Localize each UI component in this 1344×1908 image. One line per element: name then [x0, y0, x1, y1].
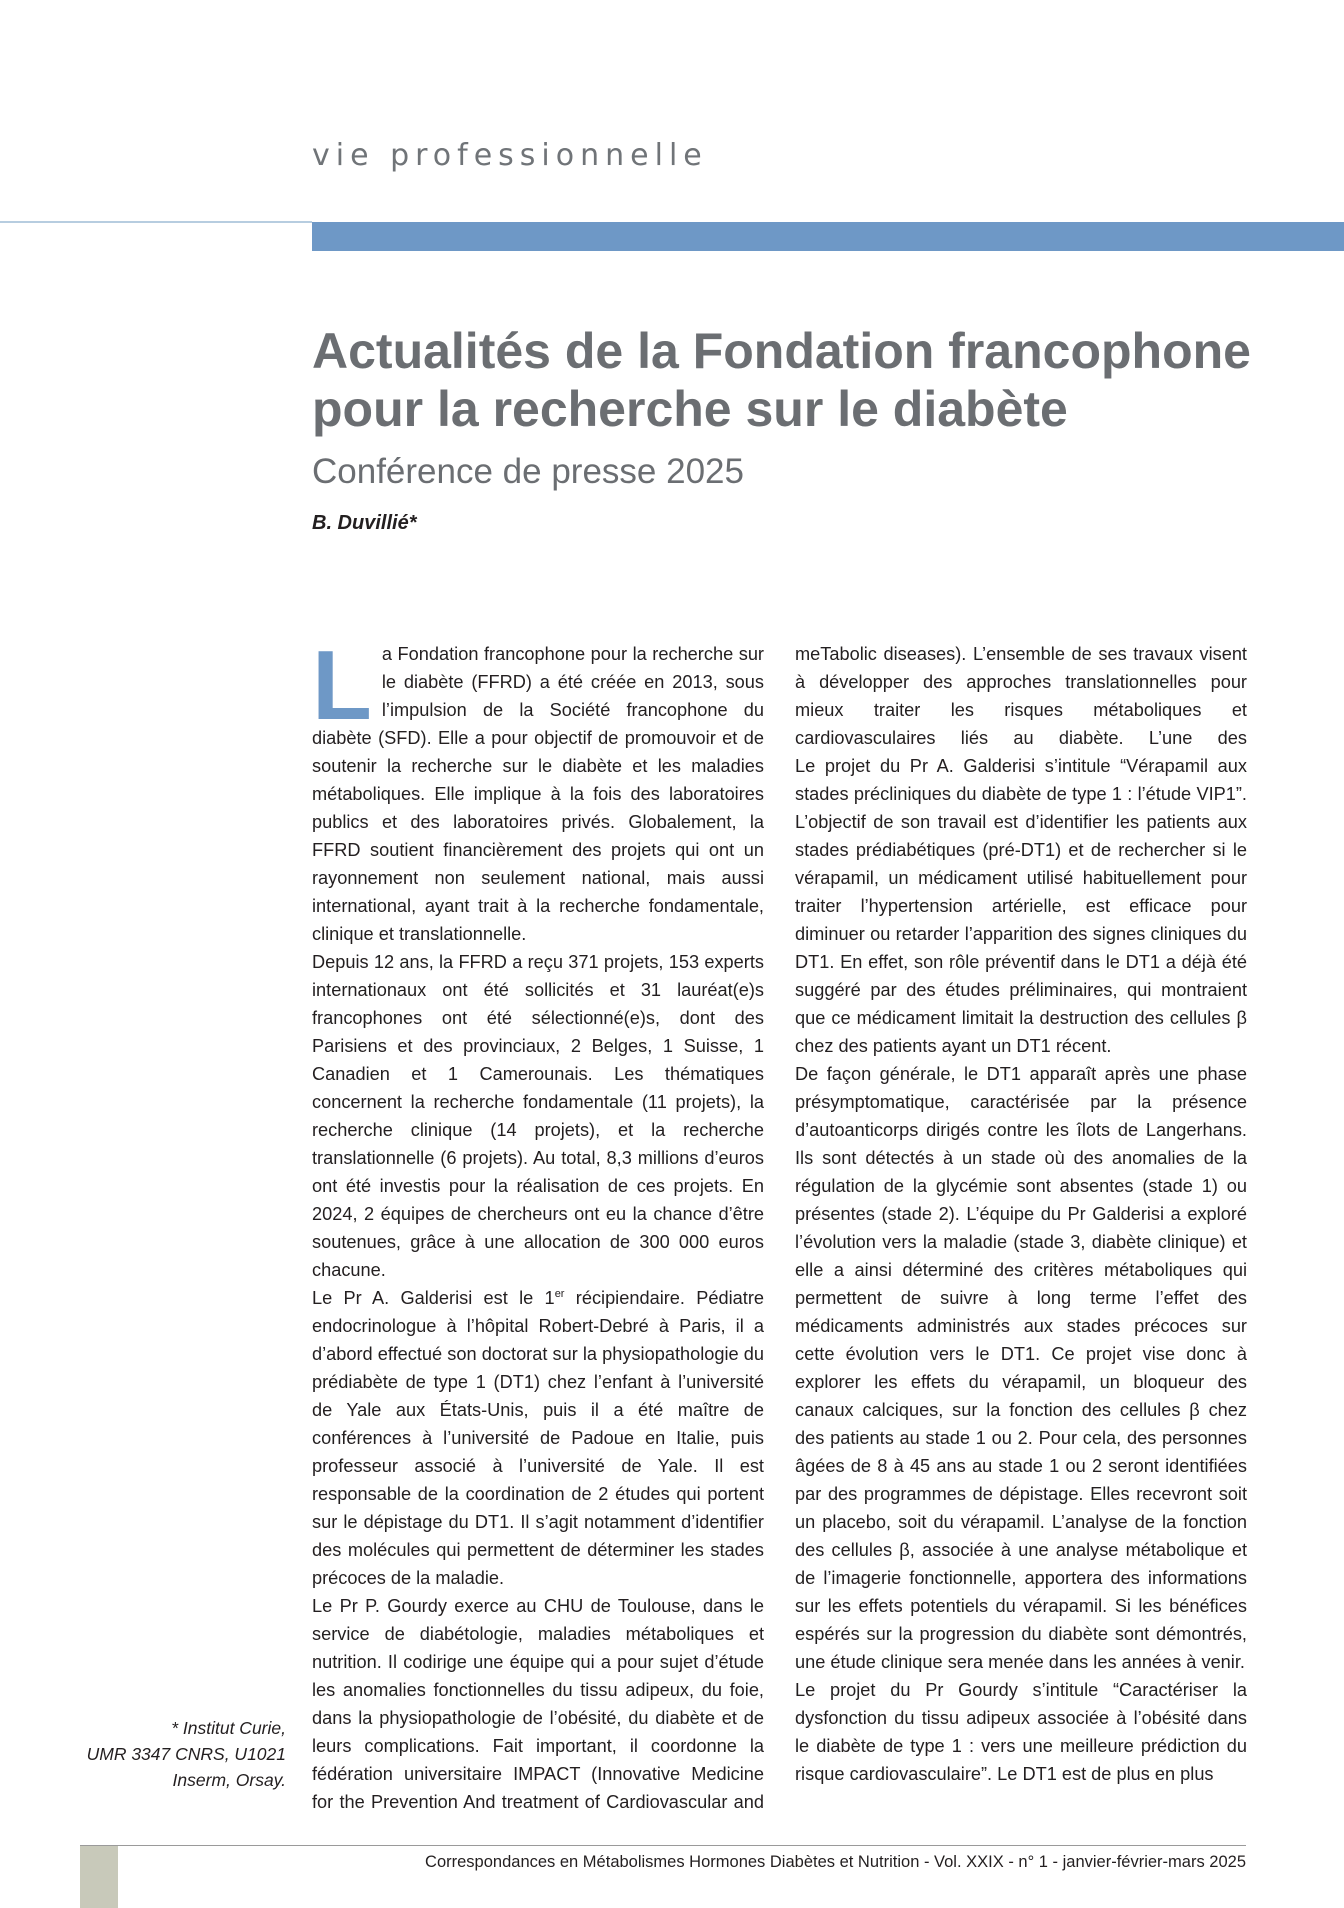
- body-paragraph: Le projet du Pr A. Galderisi s’intitule “Vérapamil aux stades précliniques du diabète de type 1 : l’étude VIP1”. L’objectif de son travail est d’identifier les patients aux stades prédiabétiques (pré-DT1) et de rechercher si le vérapamil, un médicament utilisé habituellement pour traiter l’hypertension artérielle, est efficace pour diminuer ou retarder l’apparition des signes cliniques du DT1. En effet, son rôle préventif dans le DT1 a déjà été suggéré par des études préliminaires, qui montraient que ce médicament limitait la destruction des cellules β chez des patients ayant un DT1 récent.: [795, 756, 1247, 1056]
- author-affiliation: [60, 1715, 286, 1793]
- footer-rule: [80, 1845, 1246, 1846]
- article-author: B. Duvillié*: [312, 512, 417, 534]
- body-paragraph: De façon générale, le DT1 apparaît après une phase présymptomatique, caractérisée par la présence d’autoanticorps dirigés contre les îlots de Langerhans. Ils sont détectés à un stade où des anomalies de la régulation de la glycémie sont absentes (stade 1) ou présentes (stade 2). L’équipe du Pr Galderisi a exploré l’évolution vers la maladie (stade 3, diabète clinique) et elle a ainsi déterminé des critères métaboliques qui permettent de suivre à long terme l’effet des médicaments administrés aux stades précoces sur cette évolution vers le DT1. Ce projet vise donc à explorer les effets du vérapamil, un bloqueur des canaux calciques, sur la fonction des cellules β chez des patients au stade 1 ou 2. Pour cela, des personnes âgées de 8 à 45 ans au stade 1 ou 2 seront identifiées par des programmes de dépistage. Elles recevront soit un placebo, soit du vérapamil. L’analyse de la fonction des cellules β, associée à une analyse métabolique et de l’imagerie fonctionnelle, apportera des informations sur les effets potentiels du vérapamil. Si les bénéfices espérés sur la progression du diabète sont démontrés, une étude clinique sera menée dans les années à venir.: [795, 1064, 1247, 1672]
- superscript: er: [554, 1287, 565, 1300]
- body-paragraph: [312, 630, 764, 948]
- body-paragraph: Le Pr P. Gourdy exerce au CHU de Toulouse, dans le service de diabétologie, maladies métaboliques et nutrition. Il codirige une équipe qui a pour sujet d’étude les anomalies fonctionnelles du tissu adipeux, du foie, dans la physiopathologie de l’obésité, du diabète et de leurs complications. Fait important, il coordonne la fédération universitaire IMPACT (Innovative Medicine for the Prevention And treatment of Cardiovascular and: [312, 1596, 764, 1812]
- journal-citation: Correspondances en Métabolismes Hormones Diabètes et Nutrition - Vol. XXIX - n° 1 - janvier-février-mars 2025: [425, 1853, 1246, 1871]
- body-paragraph: Le projet du Pr Gourdy s’intitule “Caractériser la dysfonction du tissu adipeux associée à l’obésité dans le diabète de type 1 : vers une meilleure prédiction du risque cardiovasculaire”. Le DT1 est de plus en plus: [795, 1680, 1247, 1784]
- affiliation-line: Inserm, Orsay.: [172, 1770, 286, 1790]
- header-accent-band: [312, 222, 1344, 251]
- section-label: vie professionnelle: [312, 138, 708, 173]
- affiliation-line: UMR 3347 CNRS, U1021: [86, 1744, 286, 1764]
- page-number: 48: [86, 1827, 105, 1846]
- paragraph-text: récipiendaire. Pédiatre endocrinologue à l’hôpital Robert-Debré à Paris, il a d’abord effectué son doctorat sur la physiopathologie du prédiabète de type 1 (DT1) chez l’enfant à l’université de Yale aux États-Unis, puis il a été maître de conférences à l’université de Padoue en Italie, puis professeur associé à l’université de Yale. Il est responsable de la coordination de 2 études qui portent sur le dépistage du DT1. Il s’agit notamment d’identifier des molécules qui permettent de déterminer les stades précoces de la maladie.: [312, 1288, 764, 1588]
- paragraph-text: a Fondation francophone pour la recherche sur le diabète (FFRD) a été créée en 2013, sous l’impulsion de la Société francophone du diabète (SFD). Elle a pour objectif de promouvoir et de soutenir la recherche sur le diabète et les maladies métaboliques. Elle implique à la fois des laboratoires publics et des laboratoires privés. Globalement, la FFRD soutient financièrement des projets qui ont un rayonnement non seulement national, mais aussi international, ayant trait à la recherche fondamentale, clinique et translationnelle.: [312, 644, 764, 944]
- body-column-left: [312, 630, 764, 1816]
- affiliation-line: * Institut Curie,: [171, 1718, 286, 1738]
- paragraph-text: Le Pr A. Galderisi est le 1: [312, 1288, 555, 1308]
- drop-cap: L: [312, 630, 372, 740]
- body-column-right: [795, 640, 1247, 1788]
- body-paragraph-continued: [795, 640, 1247, 752]
- paragraph-text-continued: meTabolic diseases). L’ensemble de ses travaux visent à développer des approches translationnelles pour mieux traiter les risques métaboliques et cardiovasculaires liés au diabète. L’une des: [795, 644, 1247, 748]
- article-subtitle: Conférence de presse 2025: [312, 452, 744, 491]
- body-paragraph: Depuis 12 ans, la FFRD a reçu 371 projets, 153 experts internationaux ont été sollicités et 31 lauréat(e)s francophones ont été sélectionné(e)s, dont des Parisiens et des provinciaux, 2 Belges, 1 Suisse, 1 Canadien et 1 Camerounais. Les thématiques concernent la recherche fondamentale (11 projets), la recherche clinique (14 projets), et la recherche translationnelle (6 projets). Au total, 8,3 millions d’euros ont été investis pour la réalisation de ces projets. En 2024, 2 équipes de chercheurs ont eu la chance d’être soutenues, grâce à une allocation de 300 000 euros chacune.: [312, 952, 764, 1280]
- page-number-box: [80, 1846, 118, 1908]
- header-rule: [0, 221, 312, 223]
- body-paragraph: [312, 1284, 764, 1592]
- article-title: Actualités de la Fondation francophone pour la recherche sur le diabète: [312, 323, 1251, 437]
